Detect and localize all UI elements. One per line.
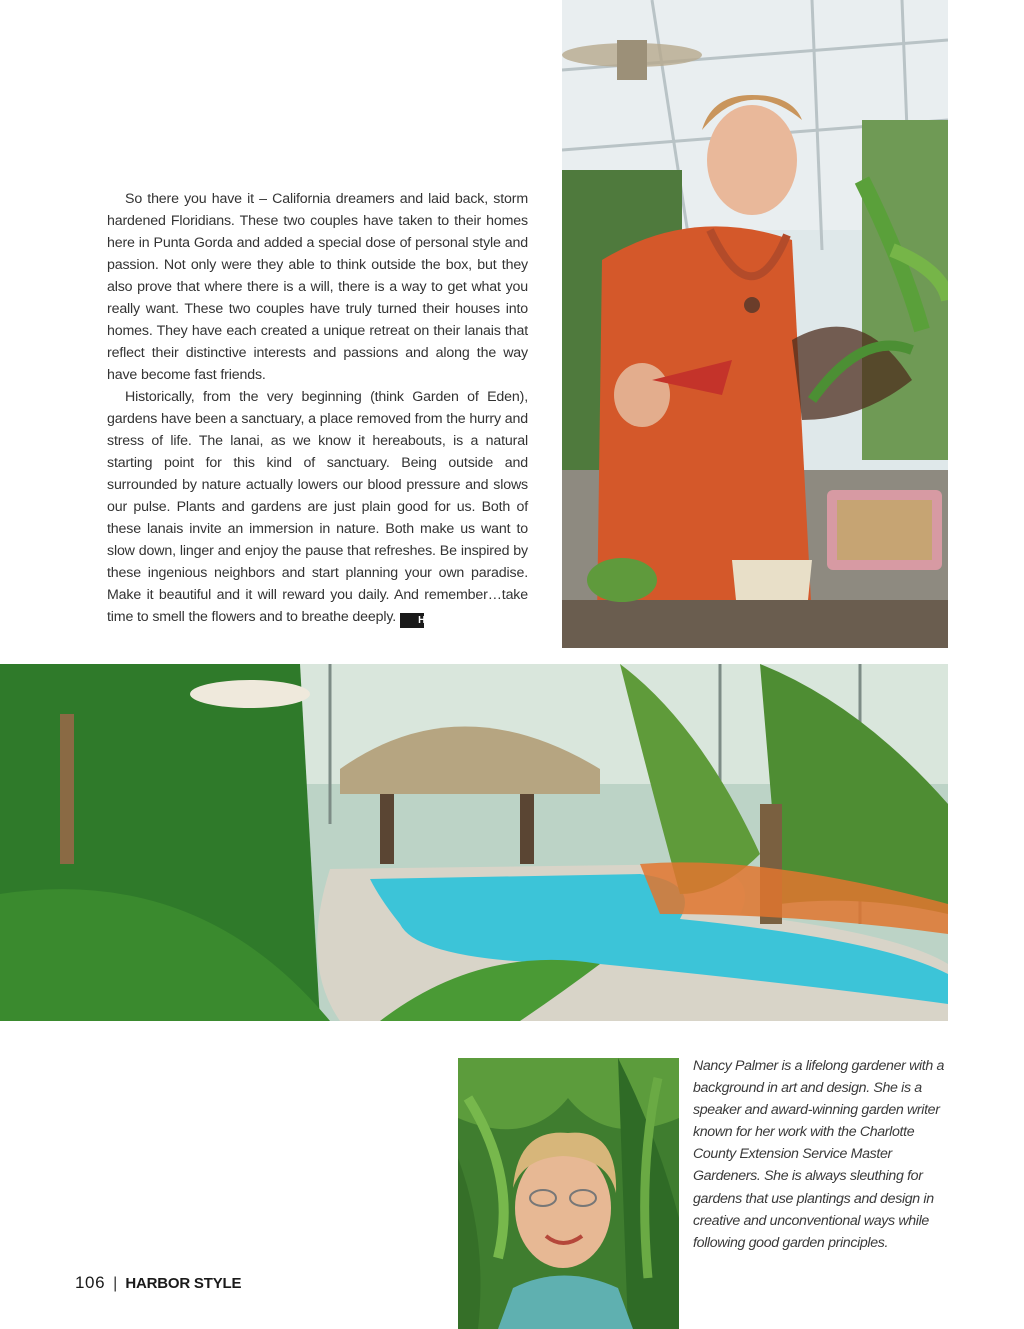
article-body (107, 188, 528, 628)
page-footer (75, 1273, 241, 1295)
end-mark-logo: HS (400, 613, 424, 628)
footer-separator: | (113, 1275, 118, 1292)
photo-tropical-pool-lanai (0, 664, 948, 1021)
publication-name: HARBOR STYLE (125, 1275, 242, 1292)
article-paragraph (107, 386, 528, 628)
author-bio: Nancy Palmer is a lifelong gardener with a background in art and design. She is a speaker and award-winning garden writer known for her work with the Charlotte County Extension Service Master Gardeners. She is always sleuthing for gardens that use plantings and design in creative and unconventional ways while following good garden principles. (693, 1058, 945, 1251)
page-number: 106 (75, 1273, 106, 1292)
article-paragraph-text: Historically, from the very beginning (think Garden of Eden), gardens have been a sanctuary, a place removed from the hurry and stress of life. The lanai, as we know it hereabouts, is a natural starting point for this kind of sanctuary. Being outside and surrounded by nature actually lowers our blood pressure and slows our pulse. Plants and gardens are just plain good for us. Both of these lanais invite an immersion in nature. Both make us want to slow down, linger and enjoy the pause that refreshes. Be inspired by these ingenious neighbors and start planning your own paradise. Make it beautiful and it will reward you daily. And remember…take time to smell the flowers and to breathe deeply. (107, 389, 528, 625)
article-paragraph: So there you have it – California dreamers and laid back, storm hardened Floridians. These two couples have taken to their homes here in Punta Gorda and added a special dose of personal style and passion. Not only were they able to think outside the box, but they also prove that where there is a will, there is a way to get what you really want. These two couples have truly turned their houses into homes. They have each created a unique retreat on their lanais that reflect their distinctive interests and passions and along the way have become fast friends. (107, 191, 528, 383)
photo-author-portrait (458, 1058, 679, 1329)
photo-woman-repotting-orchid (562, 0, 948, 648)
